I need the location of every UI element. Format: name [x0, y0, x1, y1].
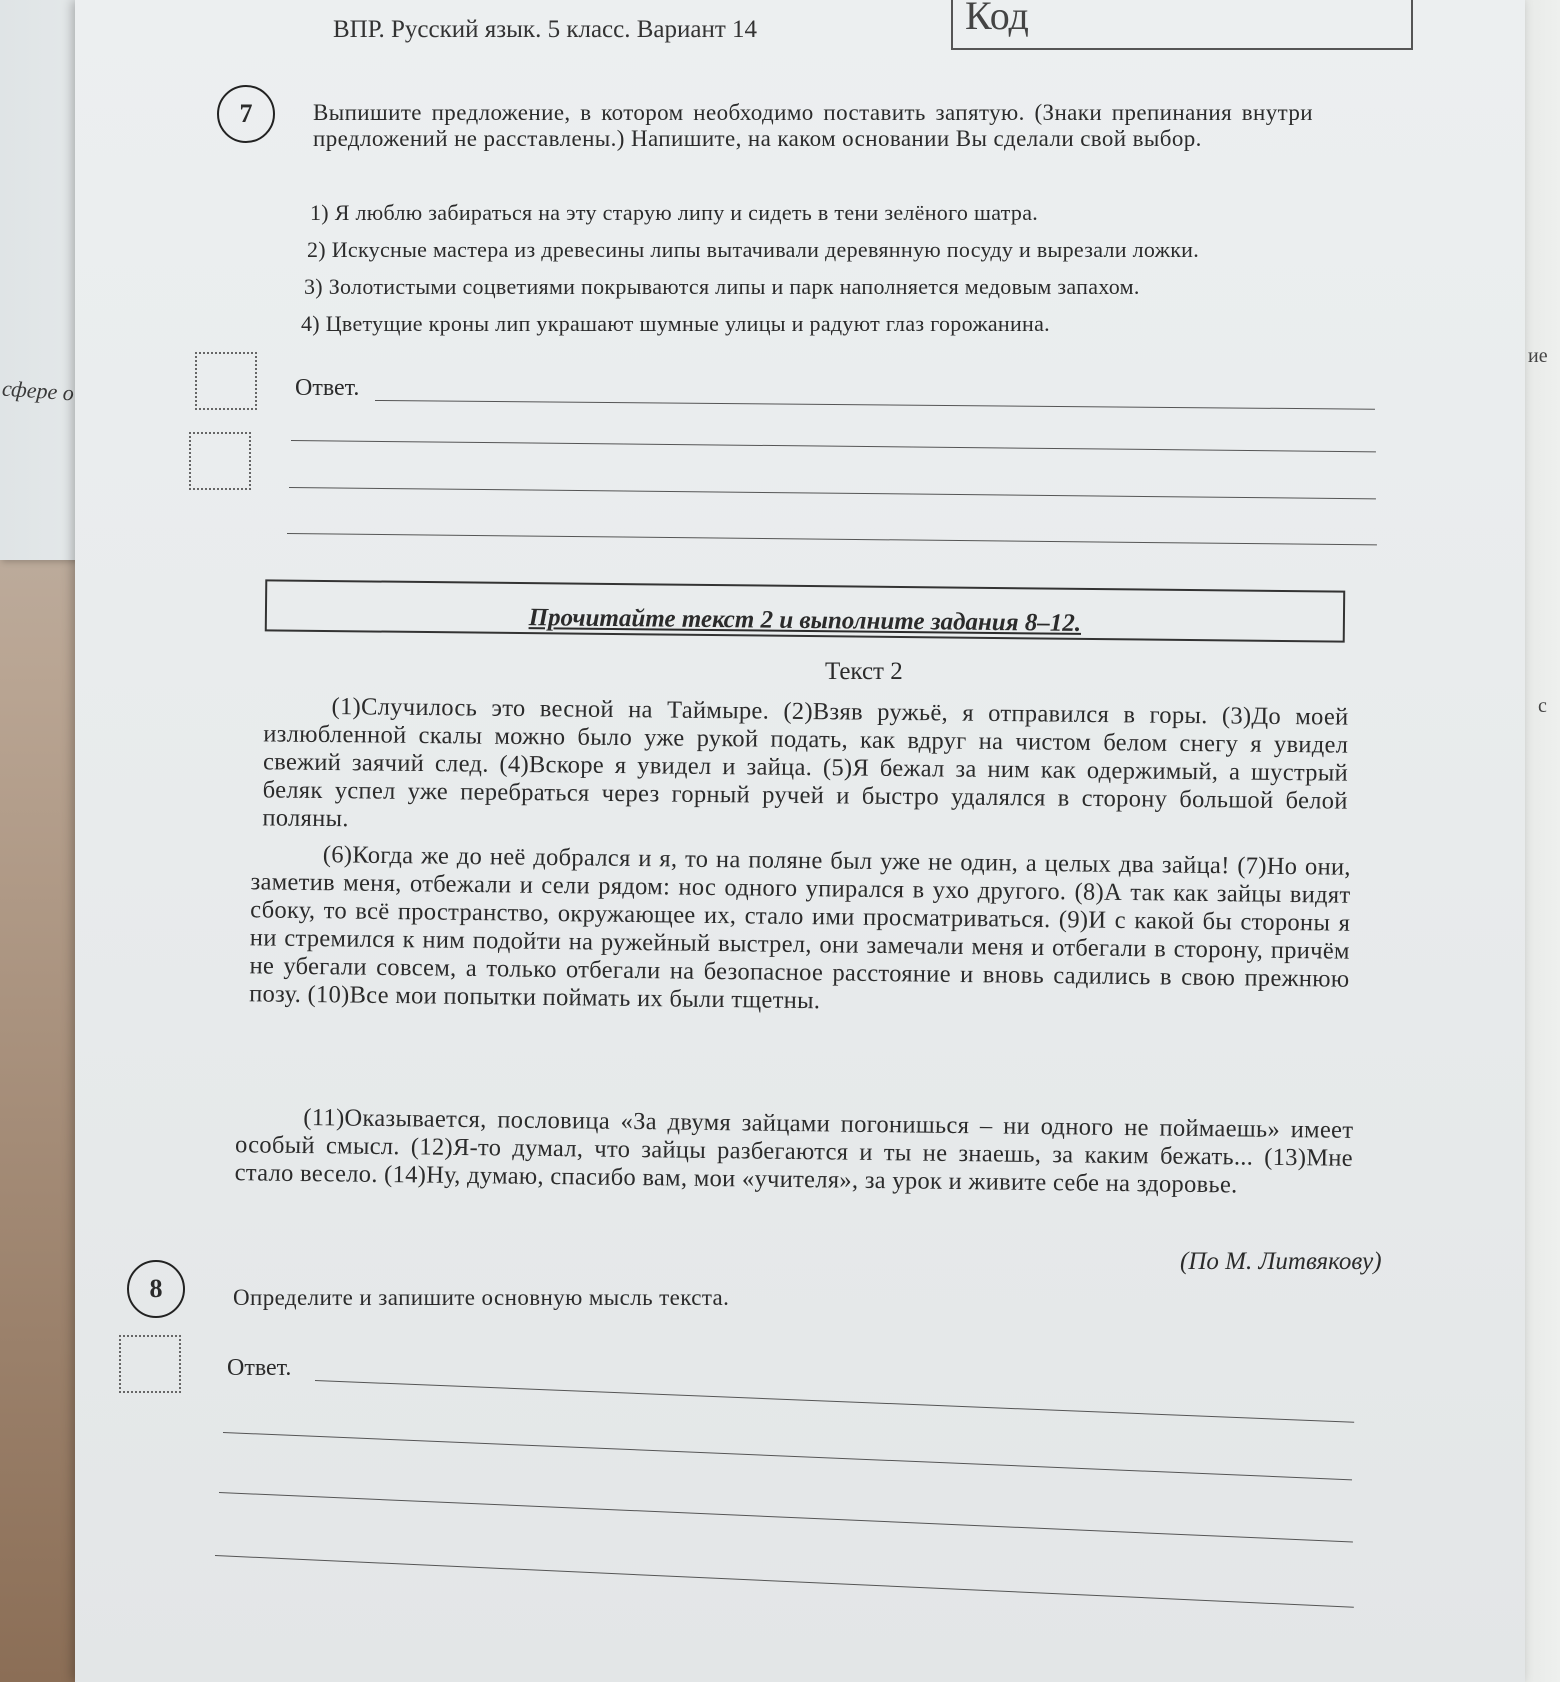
answer-line[interactable] — [375, 400, 1375, 410]
exam-page — [75, 0, 1525, 1682]
answer-line[interactable] — [289, 487, 1376, 499]
text-paragraph: (1)Случилось это весной на Таймыре. (2)Взяв ружьё, я отправился в горы. (3)До моей излюбленной скалы можно было уже рукой подать, как вдруг на чистом белом снегу я увидел свежий заячий след. (4)Вскоре я увидел и зайца. (5)Я бежал за ним как одержимый, а шустрый беляк успел уже перебраться через горный ручей и быстро удалялся в сторону большой белой поляны. — [262, 693, 1349, 833]
score-box[interactable] — [195, 352, 257, 410]
answer-line[interactable] — [223, 1432, 1352, 1480]
page-header-title: ВПР. Русский язык. 5 класс. Вариант 14 — [333, 16, 758, 43]
task-8-answer-label: Ответ. — [227, 1355, 292, 1381]
answer-line[interactable] — [215, 1555, 1354, 1608]
right-sheet-mark: ие — [1528, 345, 1548, 367]
answer-line[interactable] — [315, 1380, 1354, 1423]
task-7-option: 4) Цветущие кроны лип украшают шумные улицы и радуют глаз горожанина. — [301, 311, 1050, 336]
code-box[interactable] — [951, 0, 1413, 50]
answer-line[interactable] — [291, 440, 1376, 452]
task-8-number: 8 — [127, 1260, 185, 1318]
answer-line[interactable] — [219, 1492, 1353, 1543]
banner-text: Прочитайте текст 2 и выполните задания 8–12. — [528, 604, 1082, 637]
instruction-banner — [265, 579, 1345, 642]
score-box[interactable] — [119, 1335, 181, 1393]
task-7-number: 7 — [217, 85, 275, 143]
text-paragraph: (11)Оказывается, пословица «За двумя зайцами погонишься – ни одного не поймаешь» имеет особый смысл. (12)Я-то думал, что зайцы разбегаются и ты не знаешь, за каким бежать... (13)Мне стало весело. (14)Ну, думаю, спасибо вам, мои «учителя», за урок и живите себе на здоровье. — [234, 1104, 1354, 1199]
task-7-option: 2) Искусные мастера из древесины липы вытачивали деревянную посуду и вырезали ложки. — [307, 237, 1200, 262]
text-2-title: Текст 2 — [825, 658, 903, 685]
task-7-answer-label: Ответ. — [295, 375, 360, 401]
code-label: Код — [965, 0, 1029, 38]
task-8-instruction: Определите и запишите основную мысль текста. — [233, 1285, 730, 1310]
score-box[interactable] — [189, 432, 251, 490]
task-7-instruction: Выпишите предложение, в котором необходимо поставить запятую. (Знаки препинания внутри предложений не расставлены.) Напишите, на каком основании Вы сделали свой выбор. — [313, 100, 1313, 151]
answer-line[interactable] — [287, 533, 1377, 545]
right-sheet-mark: с — [1538, 695, 1547, 717]
task-7-option: 3) Золотистыми соцветиями покрываются липы и парк наполняется медовым запахом. — [304, 274, 1140, 299]
text-author: (По М. Литвякову) — [1180, 1248, 1382, 1275]
text-paragraph: (6)Когда же до неё добрался и я, то на поляне был уже не один, а целых два зайца! (7)Но они, заметив меня, отбежали и сели рядом: нос одного упирался в ухо другого. (8)А так как зайцы видят сбоку, то всё пространство, окружающее их, стало ими просматриваться. (9)И с какой бы стороны я ни стремился к ним подойти на ружейный выстрел, они замечали меня и отбегали в сторону, причём не убегали совсем, а только отбегали на безопасное расстояние и вновь садились в свою прежнюю позу. (10)Все мои попытки поймать их были тщетны. — [249, 841, 1351, 1015]
underlying-sheet-text: сфере о — [1, 375, 75, 406]
task-7-option: 1) Я люблю забираться на эту старую липу и сидеть в тени зелёного шатра. — [310, 200, 1039, 225]
